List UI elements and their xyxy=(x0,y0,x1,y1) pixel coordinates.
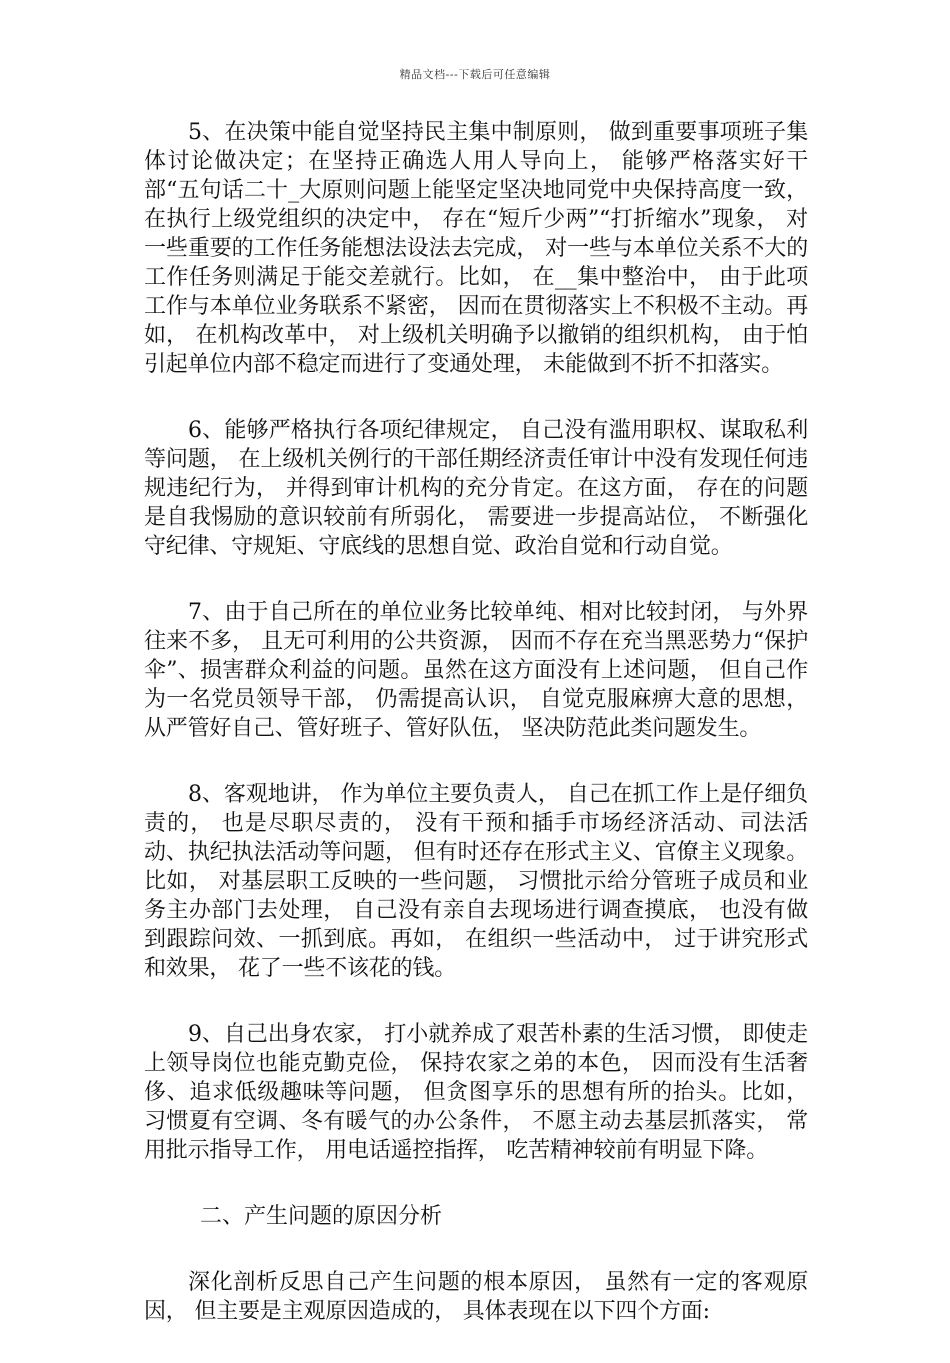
paragraph-item-8: 8、客观地讲， 作为单位主要负责人， 自己在抓工作上是仔细负责的， 也是尽职尽责的， 没有干预和插手市场经济活动、司法活动、执纪执法活动等问题， 但有时还存在形式主义、官僚主义现象。比如， 对基层职工反映的一些问题， 习惯批示给分管班子成员和业务主办部门去处理， 自己没有亲自去现场进行调查摸底， 也没有做到跟踪问效、一抓到底。再如， 在组织一些活动中， 过于讲究形式和效果， 花了一些不该花的钱。 xyxy=(144,782,808,981)
paragraph-item-5: 5、在决策中能自觉坚持民主集中制原则， 做到重要事项班子集体讨论做决定；在坚持正确选人用人导向上， 能够严格落实好干部“五句话二十_大原则问题上能坚定坚决地同党中央保持高度一致， 在执行上级党组织的决定中， 存在“短斤少两”“打折缩水”现象， 对一些重要的工作任务能想法设法去完成， 对一些与本单位关系不大的工作任务则满足于能交差就行。比如， 在__集中整治中， 由于此项工作与本单位业务联系不紧密， 因而在贯彻落实上不积极不主动。再如， 在机构改革中， 对上级机关明确予以撤销的组织机构， 由于怕引起单位内部不稳定而进行了变通处理， 未能做到不折不扣落实。 xyxy=(144,120,808,377)
document-body xyxy=(144,118,808,1363)
section-heading: 二、产生问题的原因分析 xyxy=(200,1204,443,1229)
paragraph-item-9: 9、自己出身农家， 打小就养成了艰苦朴素的生活习惯， 即使走上领导岗位也能克勤克俭， 保持农家之弟的本色， 因而没有生活奢侈、追求低级趣味等问题， 但贪图享乐的思想有所的抬头。比如， 习惯夏有空调、冬有暖气的办公条件， 不愿主动去基层抓落实， 常用批示指导工作， 用电话遥控指挥， 吃苦精神较前有明显下降。 xyxy=(144,1022,808,1163)
closing-paragraph: 深化剖析反思自己产生问题的根本原因， 虽然有一定的客观原因， 但主要是主观原因造成的， 具体表现在以下四个方面: xyxy=(144,1270,808,1324)
page-header-watermark: 精品文档---下载后可任意编辑 xyxy=(399,68,551,81)
paragraph-item-7: 7、由于自己所在的单位业务比较单纯、相对比较封闭， 与外界往来不多， 且无可利用的公共资源， 因而不存在充当黑恶势力“保护伞”、损害群众利益的问题。虽然在这方面没有上述问题， 但自己作为一名党员领导干部， 仍需提高认识， 自觉克服麻痹大意的思想， 从严管好自己、管好班子、管好队伍， 坚决防范此类问题发生。 xyxy=(144,600,808,741)
paragraph-item-6: 6、能够严格执行各项纪律规定， 自己没有滥用职权、谋取私利等问题， 在上级机关例行的干部任期经济责任审计中没有发现任何违规违纪行为， 并得到审计机构的充分肯定。在这方面， 存在的问题是自我惕励的意识较前有所弱化， 需要进一步提高站位， 不断强化守纪律、守规矩、守底线的思想自觉、政治自觉和行动自觉。 xyxy=(144,418,808,559)
